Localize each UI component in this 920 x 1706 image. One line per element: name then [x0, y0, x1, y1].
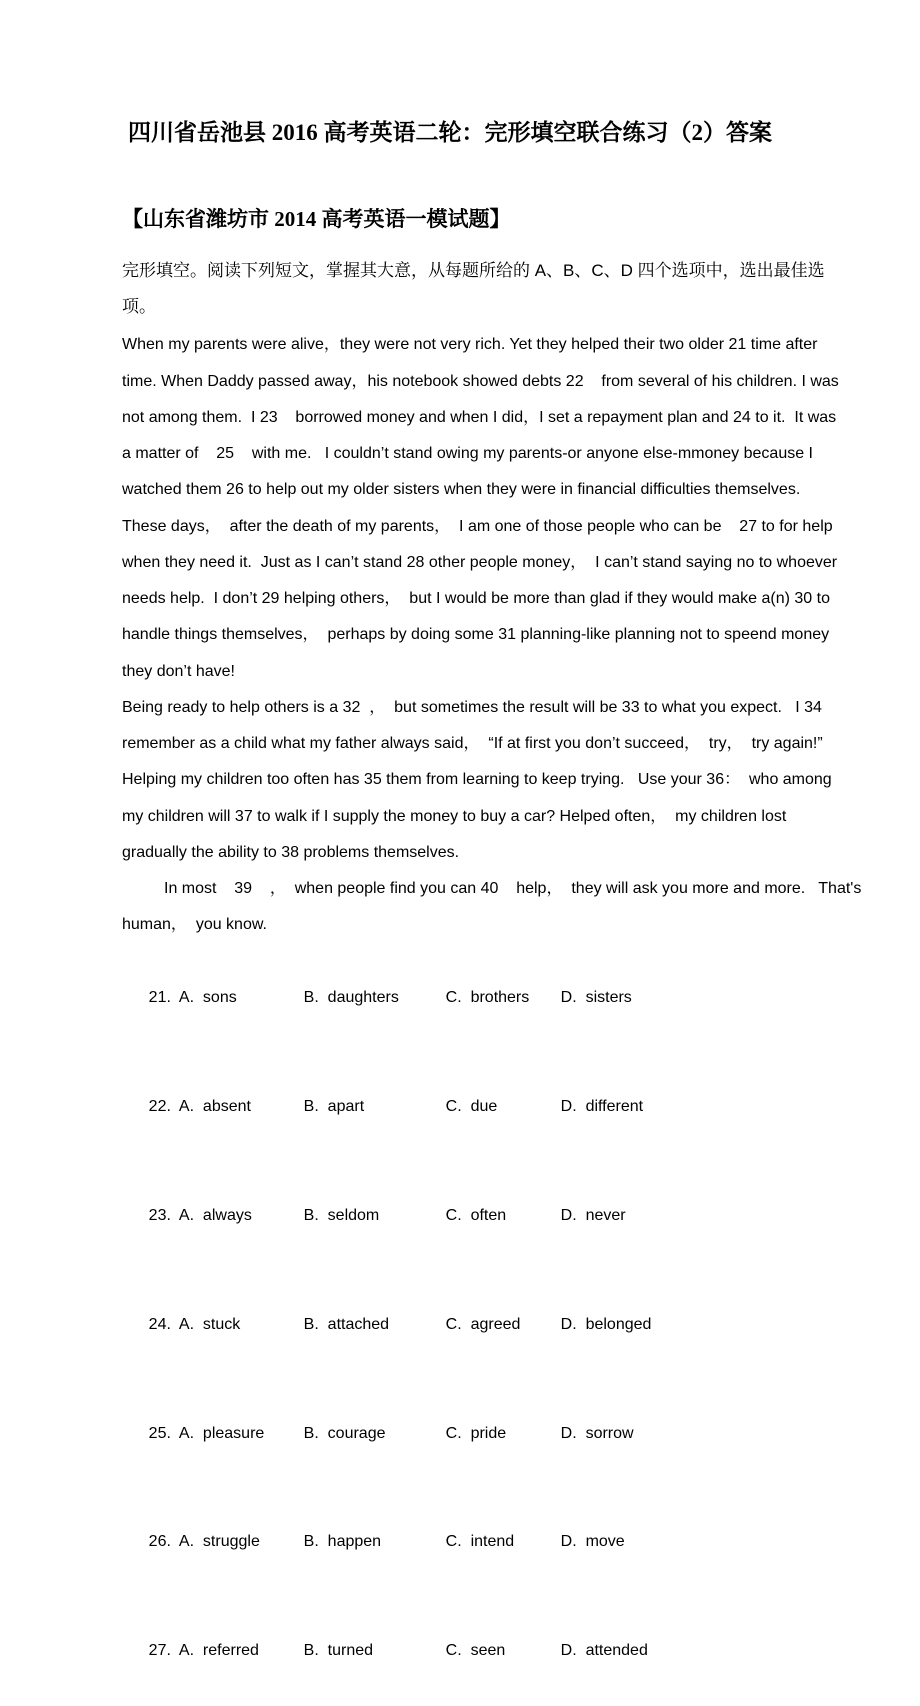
- option-cell: D. attended: [560, 1642, 648, 1660]
- passage-line: my children will 37 to walk if I supply the money to buy a car? Helped often， my children lost: [122, 807, 787, 825]
- section-header: 【山东省潍坊市 2014 高考英语一模试题】: [122, 207, 511, 231]
- option-row-25: [122, 1379, 902, 1488]
- option-cell: B. happen: [303, 1533, 382, 1551]
- option-cell: 27. A. referred: [148, 1642, 259, 1660]
- option-cell: C. due: [445, 1097, 498, 1115]
- option-row-22: [122, 1053, 902, 1162]
- option-cell: D. never: [560, 1206, 626, 1224]
- option-cell: 24. A. stuck: [148, 1315, 241, 1333]
- passage-line: These days， after the death of my parents， I am one of those people who can be 27 to for help: [122, 517, 833, 535]
- options-list: [122, 944, 902, 1706]
- passage-line: they don’t have!: [122, 662, 235, 680]
- passage-line: human， you know.: [122, 916, 267, 934]
- option-cell: D. different: [560, 1097, 644, 1115]
- option-cell: B. apart: [303, 1097, 365, 1115]
- option-cell: D. sorrow: [560, 1424, 634, 1442]
- option-cell: B. turned: [303, 1642, 374, 1660]
- option-cell: 21. A. sons: [148, 988, 237, 1006]
- option-row-27: [122, 1597, 902, 1706]
- option-cell: C. pride: [445, 1424, 507, 1442]
- option-cell: B. attached: [303, 1315, 390, 1333]
- passage-line: time. When Daddy passed away，his notebook showed debts 22 from several of his children. I was: [122, 372, 839, 390]
- option-cell: C. seen: [445, 1642, 506, 1660]
- passage-line: a matter of 25 with me. I couldn’t stand owing my parents-or anyone else-mmoney because I: [122, 445, 813, 463]
- passage-line: remember as a child what my father always said， “If at first you don’t succeed， try， try again!”: [122, 735, 823, 753]
- option-row-23: [122, 1161, 902, 1270]
- passage: [122, 325, 902, 943]
- instructions: [122, 233, 902, 325]
- passage-line: needs help. I don’t 29 helping others， but I would be more than glad if they would make a(n) 30 to: [122, 590, 830, 608]
- option-row-26: [122, 1488, 902, 1597]
- page-title: 四川省岳池县 2016 高考英语二轮：完形填空联合练习（2）答案: [128, 120, 772, 145]
- option-cell: D. sisters: [560, 988, 632, 1006]
- passage-line: gradually the ability to 38 problems themselves.: [122, 843, 460, 861]
- option-cell: 22. A. absent: [148, 1097, 251, 1115]
- option-cell: 26. A. struggle: [148, 1533, 260, 1551]
- option-cell: 23. A. always: [148, 1206, 252, 1224]
- instruction-line: 完形填空。阅读下列短文，掌握其大意，从每题所给的 A、B、C、D 四个选项中，选出最佳选: [122, 261, 825, 280]
- option-row-21: [122, 944, 902, 1053]
- passage-line: not among them. I 23 borrowed money and when I did，I set a repayment plan and 24 to it. It was: [122, 408, 837, 426]
- option-cell: C. brothers: [445, 988, 530, 1006]
- passage-line: when they need it. Just as I can’t stand 28 other people money， I can’t stand saying no to whoever: [122, 553, 838, 571]
- passage-line: Being ready to help others is a 32 ， but sometimes the result will be 33 to what you expect. I 34: [122, 698, 822, 716]
- option-cell: D. move: [560, 1533, 625, 1551]
- option-cell: C. intend: [445, 1533, 515, 1551]
- passage-line: When my parents were alive，they were not very rich. Yet they helped their two older 21 time after: [122, 336, 818, 354]
- instruction-line: 项。: [122, 297, 156, 317]
- passage-line: Helping my children too often has 35 them from learning to keep trying. Use your 36： who among: [122, 771, 832, 789]
- option-cell: C. often: [445, 1206, 507, 1224]
- option-cell: 25. A. pleasure: [148, 1424, 265, 1442]
- option-cell: B. daughters: [303, 988, 399, 1006]
- option-row-24: [122, 1270, 902, 1379]
- passage-line: In most 39 ， when people find you can 40 help， they will ask you more and more. That's: [164, 880, 862, 898]
- option-cell: B. courage: [303, 1424, 386, 1442]
- option-cell: C. agreed: [445, 1315, 521, 1333]
- passage-line: handle things themselves， perhaps by doing some 31 planning-like planning not to speend money: [122, 626, 830, 644]
- passage-line: watched them 26 to help out my older sisters when they were in financial difficulties themselves.: [122, 481, 801, 499]
- option-cell: B. seldom: [303, 1206, 380, 1224]
- option-cell: D. belonged: [560, 1315, 652, 1333]
